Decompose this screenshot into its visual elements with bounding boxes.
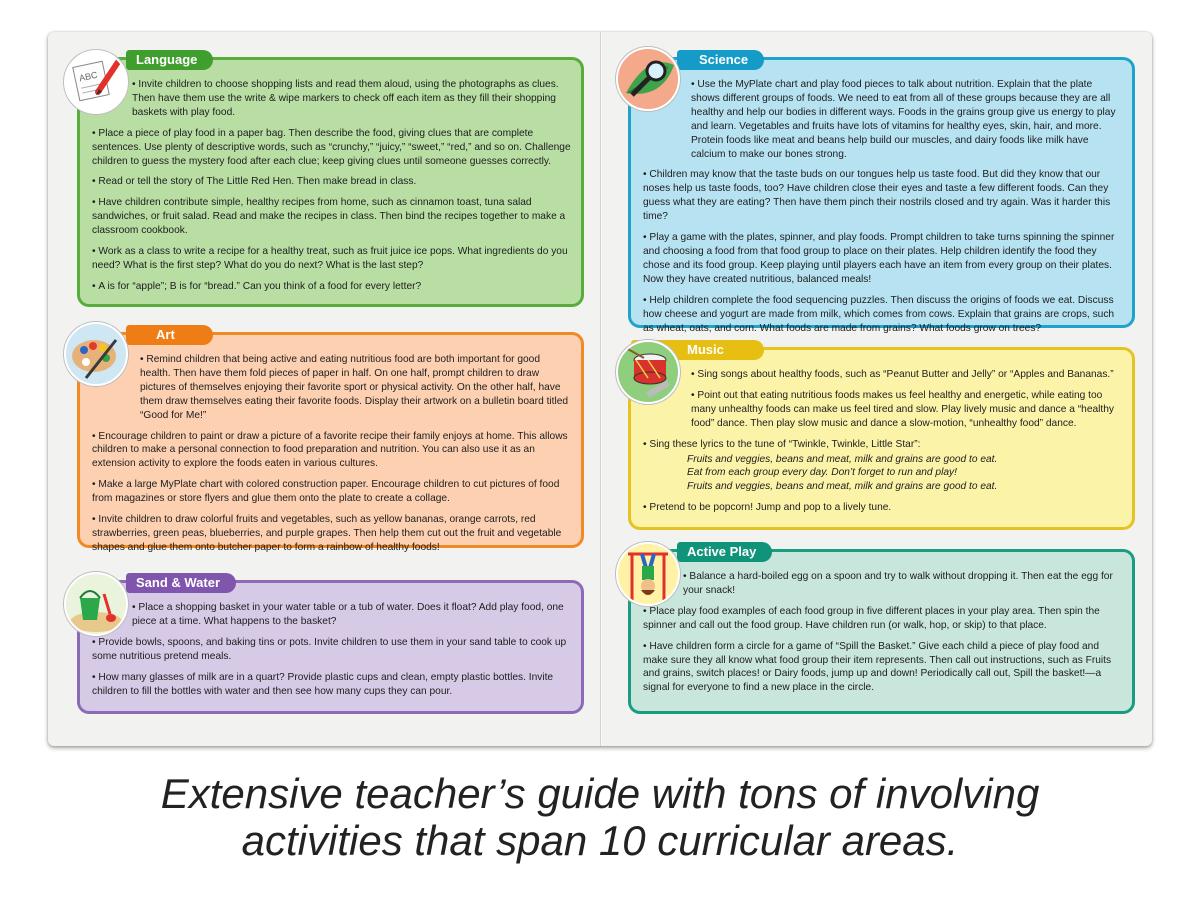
- art-panel: [77, 327, 584, 553]
- book-spine: [600, 32, 601, 746]
- paint-palette-icon: [64, 322, 128, 386]
- language-item: • Have children contribute simple, healthy recipes from home, such as cinnamon toast, tuna salad sandwiches, or fruit salad. Read and make the recipes in class. Then bind the recipes together to make a classroom cookbook.: [92, 196, 571, 238]
- svg-text:ABC: ABC: [78, 69, 99, 84]
- caption-line-2: activities that span 10 curricular areas.: [241, 817, 959, 864]
- music-lyric: Fruits and veggies, beans and meat, milk and grains are good to eat.: [687, 481, 998, 493]
- language-item: • Invite children to choose shopping lists and read them aloud, using the photographs as clues. Then have them use the write & wipe markers to check off each item as they fill their shopping baskets with play food.: [92, 78, 571, 120]
- sand-water-panel: [77, 575, 584, 714]
- science-title: Science: [677, 50, 764, 70]
- science-item: • Help children complete the food sequencing puzzles. Then discuss the origins of foods we eat. Discuss how cheese and yogurt are made from milk, which comes from cows. Explain that grains are crops, such as wheat, oats, and corn. What foods are made from grains? What foods grow on trees?: [643, 294, 1122, 336]
- science-panel: [628, 52, 1135, 334]
- art-title: Art: [126, 325, 213, 345]
- sand-bucket-shovel-icon: [64, 572, 128, 636]
- art-item: • Invite children to draw colorful fruits and vegetables, such as yellow bananas, orange carrots, red strawberries, green peas, blueberries, and purple grapes. Then help them cut out the fruit and vegetable shapes and glue them onto butcher paper to form a rainbow of healthy foods!: [92, 513, 571, 555]
- music-lyric: Fruits and veggies, beans and meat, milk and grains are good to eat.: [687, 453, 998, 465]
- music-item: • Sing songs about healthy foods, such as “Peanut Butter and Jelly” or “Apples and Bananas.”: [643, 368, 1122, 382]
- language-title: Language: [126, 50, 213, 70]
- sand-water-item: • Place a shopping basket in your water table or a tub of water. Does it float? Add play food, one piece at a time. What happens to the basket?: [92, 601, 571, 629]
- language-item: • A is for “apple”; B is for “bread.” Can you think of a food for every letter?: [92, 280, 571, 294]
- sand-water-item: • How many glasses of milk are in a quart? Provide plastic cups and clean, empty plastic bottles. Invite children to fill the bottles with water and then see how many cups they can pour.: [92, 671, 571, 699]
- music-item: • Point out that eating nutritious foods makes us feel healthy and energetic, while eating too many unhealthy foods can make us feel tired and slow. Play lively music and dance a “healthy food” dance. Then play slow music and dance a slow-motion, “unhealthy food” dance.: [643, 389, 1122, 431]
- magnifying-glass-leaf-icon: [616, 47, 680, 111]
- music-item: • Pretend to be popcorn! Jump and pop to a lively tune.: [643, 501, 1122, 515]
- art-item: • Make a large MyPlate chart with colored construction paper. Encourage children to cut pictures of food from magazines or store flyers and glue them onto the plate to create a collage.: [92, 478, 571, 506]
- caption: [0, 770, 1200, 864]
- active-play-item: • Have children form a circle for a game of “Spill the Basket.” Give each child a piece of play food and make sure they all know what food group their item represents. Then call out instructions, such as Fruits and grains, switch places! or Dairy foods, jump up and down! Periodically call out, Spill the basket!—a signal for everyone to find a new place in the circle.: [643, 640, 1122, 696]
- caption-line-1: Extensive teacher’s guide with tons of involving: [160, 770, 1040, 817]
- language-panel: [77, 52, 584, 307]
- music-lyric: Eat from each group every day. Don’t forget to run and play!: [687, 467, 957, 479]
- sand-water-item: • Provide bowls, spoons, and baking tins or pots. Invite children to use them in your sand table to cook up some nutritious pretend meals.: [92, 636, 571, 664]
- music-title: Music: [631, 340, 764, 360]
- science-item: • Children may know that the taste buds on our tongues help us taste food. But did they know that our noses help us taste foods, too? Have children close their eyes and taste a few different foods. Can they guess what they are eating? Then have them pinch their nostrils closed and try again. Was it harder this time?: [643, 168, 1122, 224]
- art-item: • Encourage children to paint or draw a picture of a favorite recipe their family enjoys at home. This allows children to make a personal connection to food preparation and nutrition. You can also use it as an extension activity to explore the foods eaten in various cultures.: [92, 430, 571, 472]
- child-hanging-bars-icon: [616, 542, 680, 606]
- active-play-item: • Place play food examples of each food group in five different places in your play area. Then spin the spinner and call out the food group. Have children run (or walk, hop, or skip) to that place.: [643, 605, 1122, 633]
- music-item: • Sing these lyrics to the tune of “Twinkle, Twinkle, Little Star”:: [643, 438, 1122, 452]
- language-item: • Work as a class to write a recipe for a healthy treat, such as fruit juice ice pops. What ingredients do you need? What is the first step? What do you do next? What is the last step?: [92, 245, 571, 273]
- active-play-title: Active Play: [677, 542, 772, 562]
- active-play-item: • Balance a hard-boiled egg on a spoon and try to walk without dropping it. Then eat the egg for your snack!: [643, 570, 1122, 598]
- sand-water-title: Sand & Water: [126, 573, 236, 593]
- abc-paper-pencil-icon: [64, 50, 128, 114]
- science-item: • Play a game with the plates, spinner, and play foods. Prompt children to take turns spinning the spinner and choosing a food from that food group to place on their plates. Help children identify the food they chose and its food group. Keep playing until players each have an item from every group on their plates. Now they have created nutritious, balanced meals!: [643, 231, 1122, 287]
- active-play-panel: [628, 544, 1135, 714]
- drum-instruments-icon: [616, 340, 680, 404]
- science-item: • Use the MyPlate chart and play food pieces to talk about nutrition. Explain that the plate shows different groups of foods. We need to eat from all of these groups because they are all healthy and help our bodies in different ways. Foods in the grains group give us energy to play and learn. Vegetables and fruits have lots of vitamins for healthy eyes, skin, hair, and more. Protein foods like meat and beans help build our muscles, and dairy foods like milk have calcium to make our bones strong.: [643, 78, 1122, 161]
- art-item: • Remind children that being active and eating nutritious food are both important for good health. Then have them fold pieces of paper in half. On one half, prompt children to draw pictures of themselves enjoying their favorite sport or physical activity. On the other half, have them draw themselves eating their favorite foods. Display their artwork on a bulletin board titled “Good for Me!”: [92, 353, 571, 423]
- music-panel: [628, 342, 1135, 530]
- language-item: • Place a piece of play food in a paper bag. Then describe the food, giving clues that are complete sentences. Use plenty of descriptive words, such as “crunchy,” “juicy,” “sweet,” “red,” and so on. Challenge children to guess the mystery food after each clue; keep giving clues until someone guesses correctly.: [92, 127, 571, 169]
- language-item: • Read or tell the story of The Little Red Hen. Then make bread in class.: [92, 175, 571, 189]
